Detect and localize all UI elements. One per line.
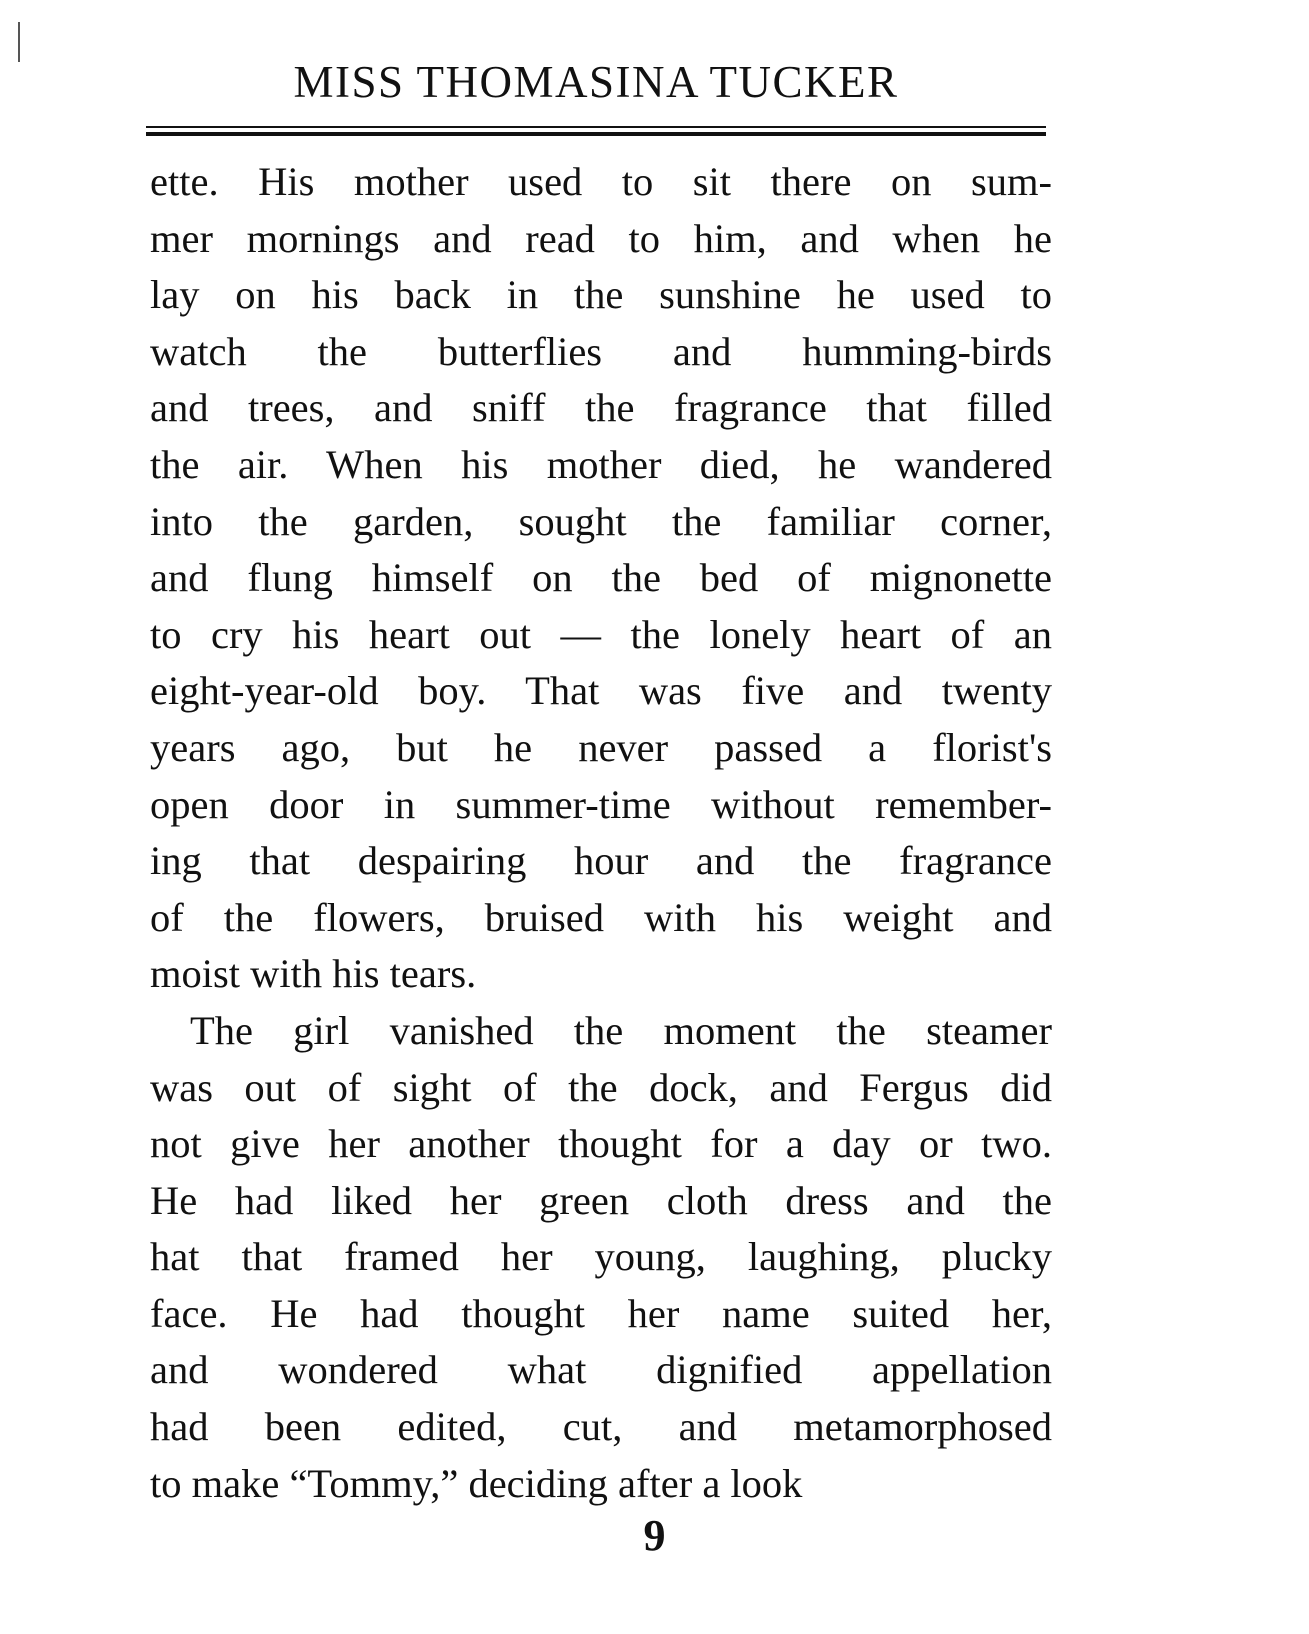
- text-line: open door in summer-time without remember-: [150, 781, 1052, 827]
- text-line: moist with his tears.: [150, 951, 477, 997]
- text-line: eight-year-old boy. That was five and twenty: [150, 668, 1052, 714]
- header-rule-thin: [146, 126, 1046, 128]
- text-line: and wondered what dignified appellation: [150, 1347, 1052, 1393]
- text-line: to make “Tommy,” deciding after a look: [150, 1460, 803, 1506]
- body-text: [150, 154, 1052, 1512]
- header-rule-thick: [146, 132, 1046, 136]
- text-line: not give her another thought for a day or two.: [150, 1121, 1052, 1167]
- text-line: lay on his back in the sunshine he used to: [150, 272, 1052, 318]
- text-line: to cry his heart out — the lonely heart of an: [150, 611, 1052, 657]
- text-line: the air. When his mother died, he wandered: [150, 441, 1052, 487]
- text-line: mer mornings and read to him, and when he: [150, 215, 1052, 261]
- page-number: 9: [643, 1511, 666, 1560]
- text-line: years ago, but he never passed a florist's: [150, 724, 1052, 770]
- text-line: He had liked her green cloth dress and the: [150, 1177, 1052, 1223]
- text-line: and flung himself on the bed of mignonette: [150, 555, 1052, 601]
- text-line: of the flowers, bruised with his weight and: [150, 894, 1052, 940]
- text-line: was out of sight of the dock, and Fergus did: [150, 1064, 1052, 1110]
- text-line: into the garden, sought the familiar corner,: [150, 498, 1052, 544]
- text-line: and trees, and sniff the fragrance that filled: [150, 385, 1052, 431]
- text-line: The girl vanished the moment the steamer: [190, 1007, 1052, 1053]
- margin-mark: [18, 22, 20, 62]
- text-line: ette. His mother used to sit there on sum-: [150, 159, 1052, 204]
- text-line: ing that despairing hour and the fragrance: [150, 838, 1052, 884]
- text-line: hat that framed her young, laughing, plucky: [150, 1234, 1052, 1280]
- running-head: MISS THOMASINA TUCKER: [293, 57, 899, 107]
- text-line: watch the butterflies and humming-birds: [150, 328, 1052, 374]
- text-line: face. He had thought her name suited her,: [150, 1290, 1052, 1336]
- text-line: had been edited, cut, and metamorphosed: [150, 1404, 1052, 1450]
